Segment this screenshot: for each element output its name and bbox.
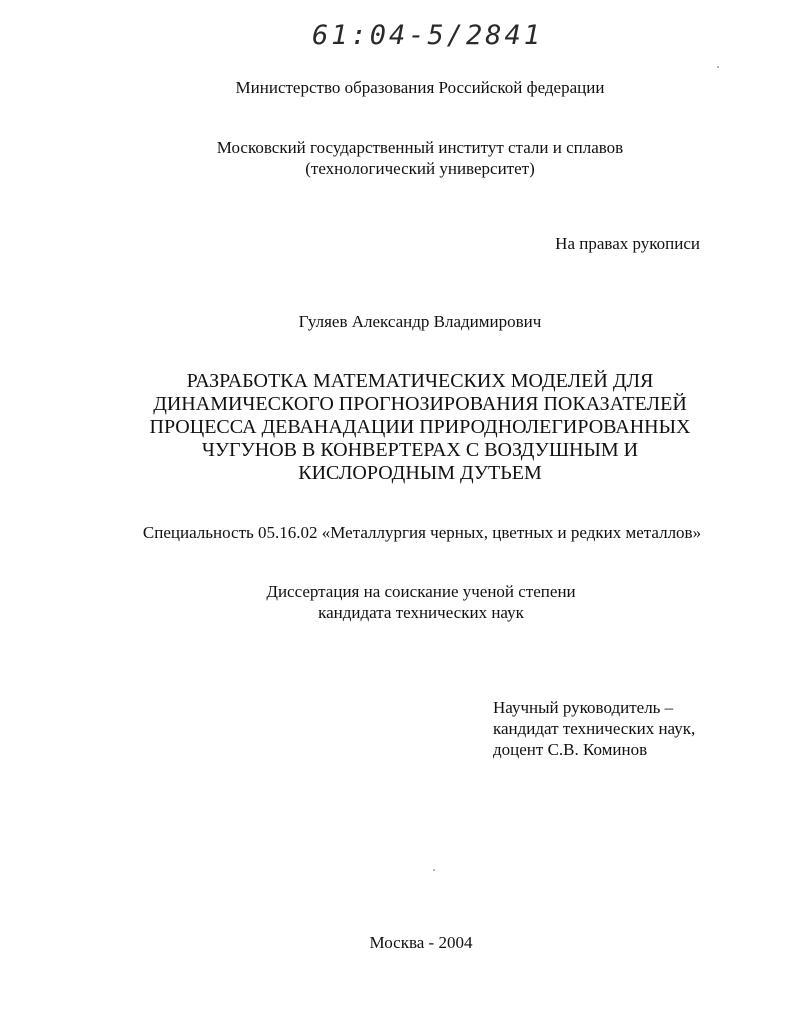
degree-line: кандидата технических наук (318, 603, 524, 622)
library-call-number: 61:04-5/2841 (312, 20, 544, 51)
manuscript-rights-note: На правах рукописи (555, 234, 700, 253)
dissertation-title (0, 370, 794, 485)
institute-name: Московский государственный институт стали и сплавов (216, 138, 624, 157)
supervisor-degree: кандидат технических наук, (493, 719, 696, 738)
institute-subtitle: (технологический университет) (305, 159, 535, 178)
title-line: КИСЛОРОДНЫМ ДУТЬЕМ (298, 462, 542, 484)
institute-heading (0, 137, 794, 179)
title-line: ДИНАМИЧЕСКОГО ПРОГНОЗИРОВАНИЯ ПОКАЗАТЕЛЕЙ (153, 393, 687, 415)
supervisor-name: доцент С.В. Коминов (493, 740, 648, 759)
author-name: Гуляев Александр Владимирович (298, 312, 542, 331)
specialty-line: Специальность 05.16.02 «Металлургия черных, цветных и редких металлов» (142, 523, 702, 542)
city-year: Москва - 2004 (369, 933, 473, 952)
title-line: РАЗРАБОТКА МАТЕМАТИЧЕСКИХ МОДЕЛЕЙ ДЛЯ (186, 370, 654, 392)
degree-statement (0, 581, 794, 623)
degree-line: Диссертация на соискание ученой степени (266, 582, 576, 601)
ministry-heading: Министерство образования Российской федерации (235, 78, 605, 97)
scan-speck (717, 66, 719, 68)
supervisor-block (493, 697, 695, 760)
title-line: ЧУГУНОВ В КОНВЕРТЕРАХ С ВОЗДУШНЫМ И (201, 439, 639, 461)
title-line: ПРОЦЕССА ДЕВАНАДАЦИИ ПРИРОДНОЛЕГИРОВАННЫХ (149, 416, 691, 438)
supervisor-role: Научный руководитель – (493, 698, 674, 717)
scan-speck (433, 869, 435, 871)
